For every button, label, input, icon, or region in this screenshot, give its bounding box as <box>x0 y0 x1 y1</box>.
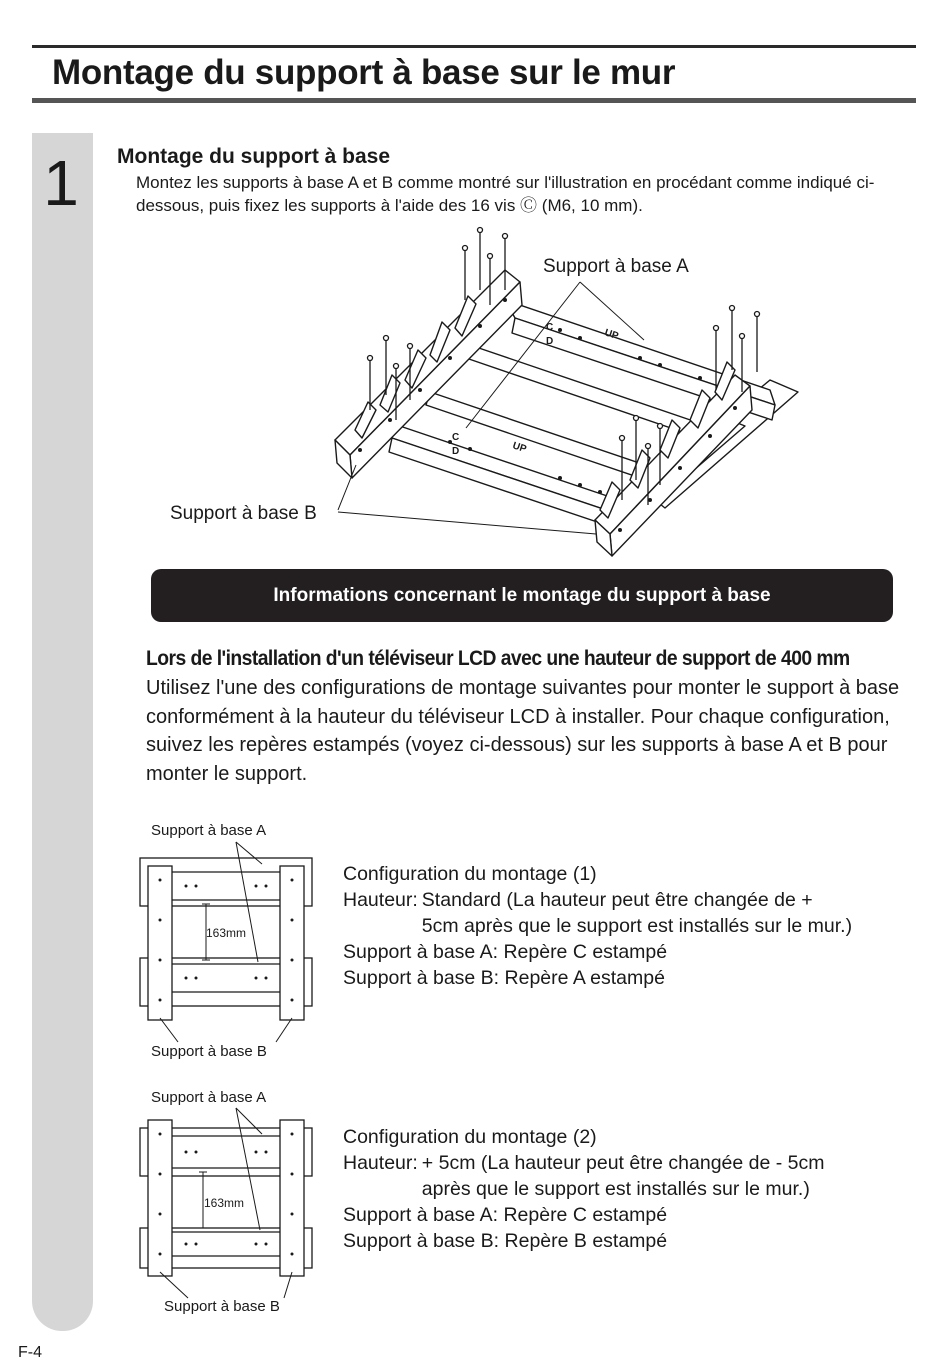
stamp-d-bottom: D <box>452 446 460 457</box>
main-label-support-b: Support à base B <box>170 503 317 524</box>
page-number: F-4 <box>18 1344 42 1361</box>
config1-title: Configuration du montage (1) <box>343 863 597 885</box>
config2-text <box>343 1124 833 1254</box>
stamp-c-bottom: C <box>452 432 460 443</box>
stamp-up-top: UP <box>603 327 620 343</box>
config2-height-key: Hauteur: <box>343 1152 418 1174</box>
config2-support-a: Support à base A: Repère C estampé <box>343 1204 668 1226</box>
stamp-c-top: C <box>546 322 554 333</box>
config1-label-support-b: Support à base B <box>151 1043 267 1060</box>
stamp-up-bottom: UP <box>511 440 528 456</box>
config2-dimension: 163mm <box>204 1196 245 1210</box>
config2-label-support-b: Support à base B <box>164 1298 280 1315</box>
config2-support-b: Support à base B: Repère B estampé <box>343 1230 668 1252</box>
config2-height-value: + 5cm (La hauteur peut être changée de - 5cm après que le support est installés sur le mur.) <box>421 1152 825 1200</box>
step-number: 1 <box>43 147 79 219</box>
config2-label-support-a: Support à base A <box>151 1089 267 1106</box>
stamp-d-top: D <box>546 336 554 347</box>
config1-support-a: Support à base A: Repère C estampé <box>343 941 668 963</box>
config1-height-value: Standard (La hauteur peut être changée de + 5cm après que le support est installés sur le mur.) <box>421 889 853 937</box>
intro-text: Montez les supports à base A et B comme montré sur l'illustration en procédant comme indiqué ci-dessous, puis fixez les supports à l'aide des 16 vis Ⓒ (M6, 10 mm). <box>136 173 875 215</box>
main-label-support-a: Support à base A <box>543 256 689 277</box>
config2-title: Configuration du montage (2) <box>343 1126 597 1148</box>
info-banner-text: Informations concernant le montage du support à base <box>273 584 771 606</box>
config1-height-key: Hauteur: <box>343 889 418 911</box>
config1-dimension: 163mm <box>206 926 247 940</box>
config2-height-row <box>343 1150 833 1202</box>
info-lead: Lors de l'installation d'un téléviseur LCD avec une hauteur de support de 400 mm <box>146 647 850 670</box>
page-title: Montage du support à base sur le mur <box>52 53 676 92</box>
section-heading: Montage du support à base <box>117 145 391 168</box>
info-body: Utilisez l'une des configurations de montage suivantes pour monter le support à base conformément à la hauteur du téléviseur LCD à installer. Pour chaque configuration, suivez les repères estampés (voyez ci-dessous) sur les supports à base A et B pour monter le support. <box>146 677 900 785</box>
config1-label-support-a: Support à base A <box>151 822 267 839</box>
config1-support-b: Support à base B: Repère A estampé <box>343 967 665 989</box>
